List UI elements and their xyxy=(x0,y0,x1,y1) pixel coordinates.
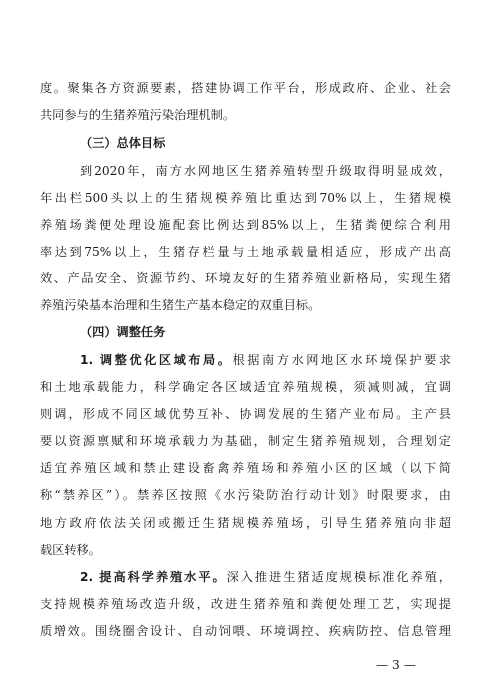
paragraph-line: 要以资源禀赋和环境承载力为基础，制定生猪养殖规划，合理划定 xyxy=(40,434,451,448)
paragraph-line: 质增效。围绕圈舍设计、自动饲喂、环境调控、疾病防控、信息管理 xyxy=(40,624,451,638)
point-text: 深入推进生猪适度规模标准化养殖， xyxy=(226,570,451,584)
paragraph-line: 度。聚集各方资源要素，搭建协调工作平台，形成政府、企业、社会 xyxy=(40,81,451,95)
paragraph-line: 共同参与的生猪养殖污染治理机制。 xyxy=(40,108,235,122)
section-heading-4: （四）调整任务 xyxy=(80,325,166,339)
paragraph-line: 称“禁养区”）。禁养区按照《水污染防治行动计划》时限要求，由 xyxy=(40,488,451,502)
paragraph-line: 养殖污染基本治理和生猪生产基本稳定的双重目标。 xyxy=(40,298,321,312)
point-text: 根据南方水网地区水环境保护要求 xyxy=(232,353,451,367)
paragraph-line: 载区转移。 xyxy=(40,543,101,557)
paragraph-line: 适宜养殖区域和禁止建设畜禽养殖场和养殖小区的区域（以下简 xyxy=(40,461,451,475)
paragraph-line: 和土地承载能力，科学确定各区域适宜养殖规模，须减则减，宜调 xyxy=(40,380,451,394)
paragraph-line: 地方政府依法关闭或搬迁生猪规模养殖场，引导生猪养殖向非超 xyxy=(40,516,451,530)
paragraph-line xyxy=(80,351,451,369)
point-title-1: 1. 调整优化区域布局。 xyxy=(80,353,233,367)
paragraph-line: 率达到75%以上，生猪存栏量与土地承载量相适应，形成产出高 xyxy=(40,245,451,259)
paragraph-line: 效、产品安全、资源节约、环境友好的生猪养殖业新格局，实现生猪 xyxy=(40,271,451,285)
paragraph-line: 支持规模养殖场改造升级，改进生猪养殖和粪便处理工艺，实现提 xyxy=(40,597,451,611)
paragraph-line xyxy=(80,568,451,586)
paragraph-line: 年出栏500头以上的生猪规模养殖比重达到70%以上，生猪规模 xyxy=(40,191,451,205)
paragraph-line: 到2020年，南方水网地区生猪养殖转型升级取得明显成效， xyxy=(80,164,451,178)
page-number: — 3 — xyxy=(376,658,416,672)
section-heading-3: （三）总体目标 xyxy=(80,136,166,150)
paragraph-line: 则调，形成不同区域优势互补、协调发展的生猪产业布局。主产县 xyxy=(40,407,451,421)
point-title-2: 2. 提高科学养殖水平。 xyxy=(80,570,227,584)
paragraph-line: 养殖场粪便处理设施配套比例达到85%以上，生猪粪便综合利用 xyxy=(40,218,451,232)
